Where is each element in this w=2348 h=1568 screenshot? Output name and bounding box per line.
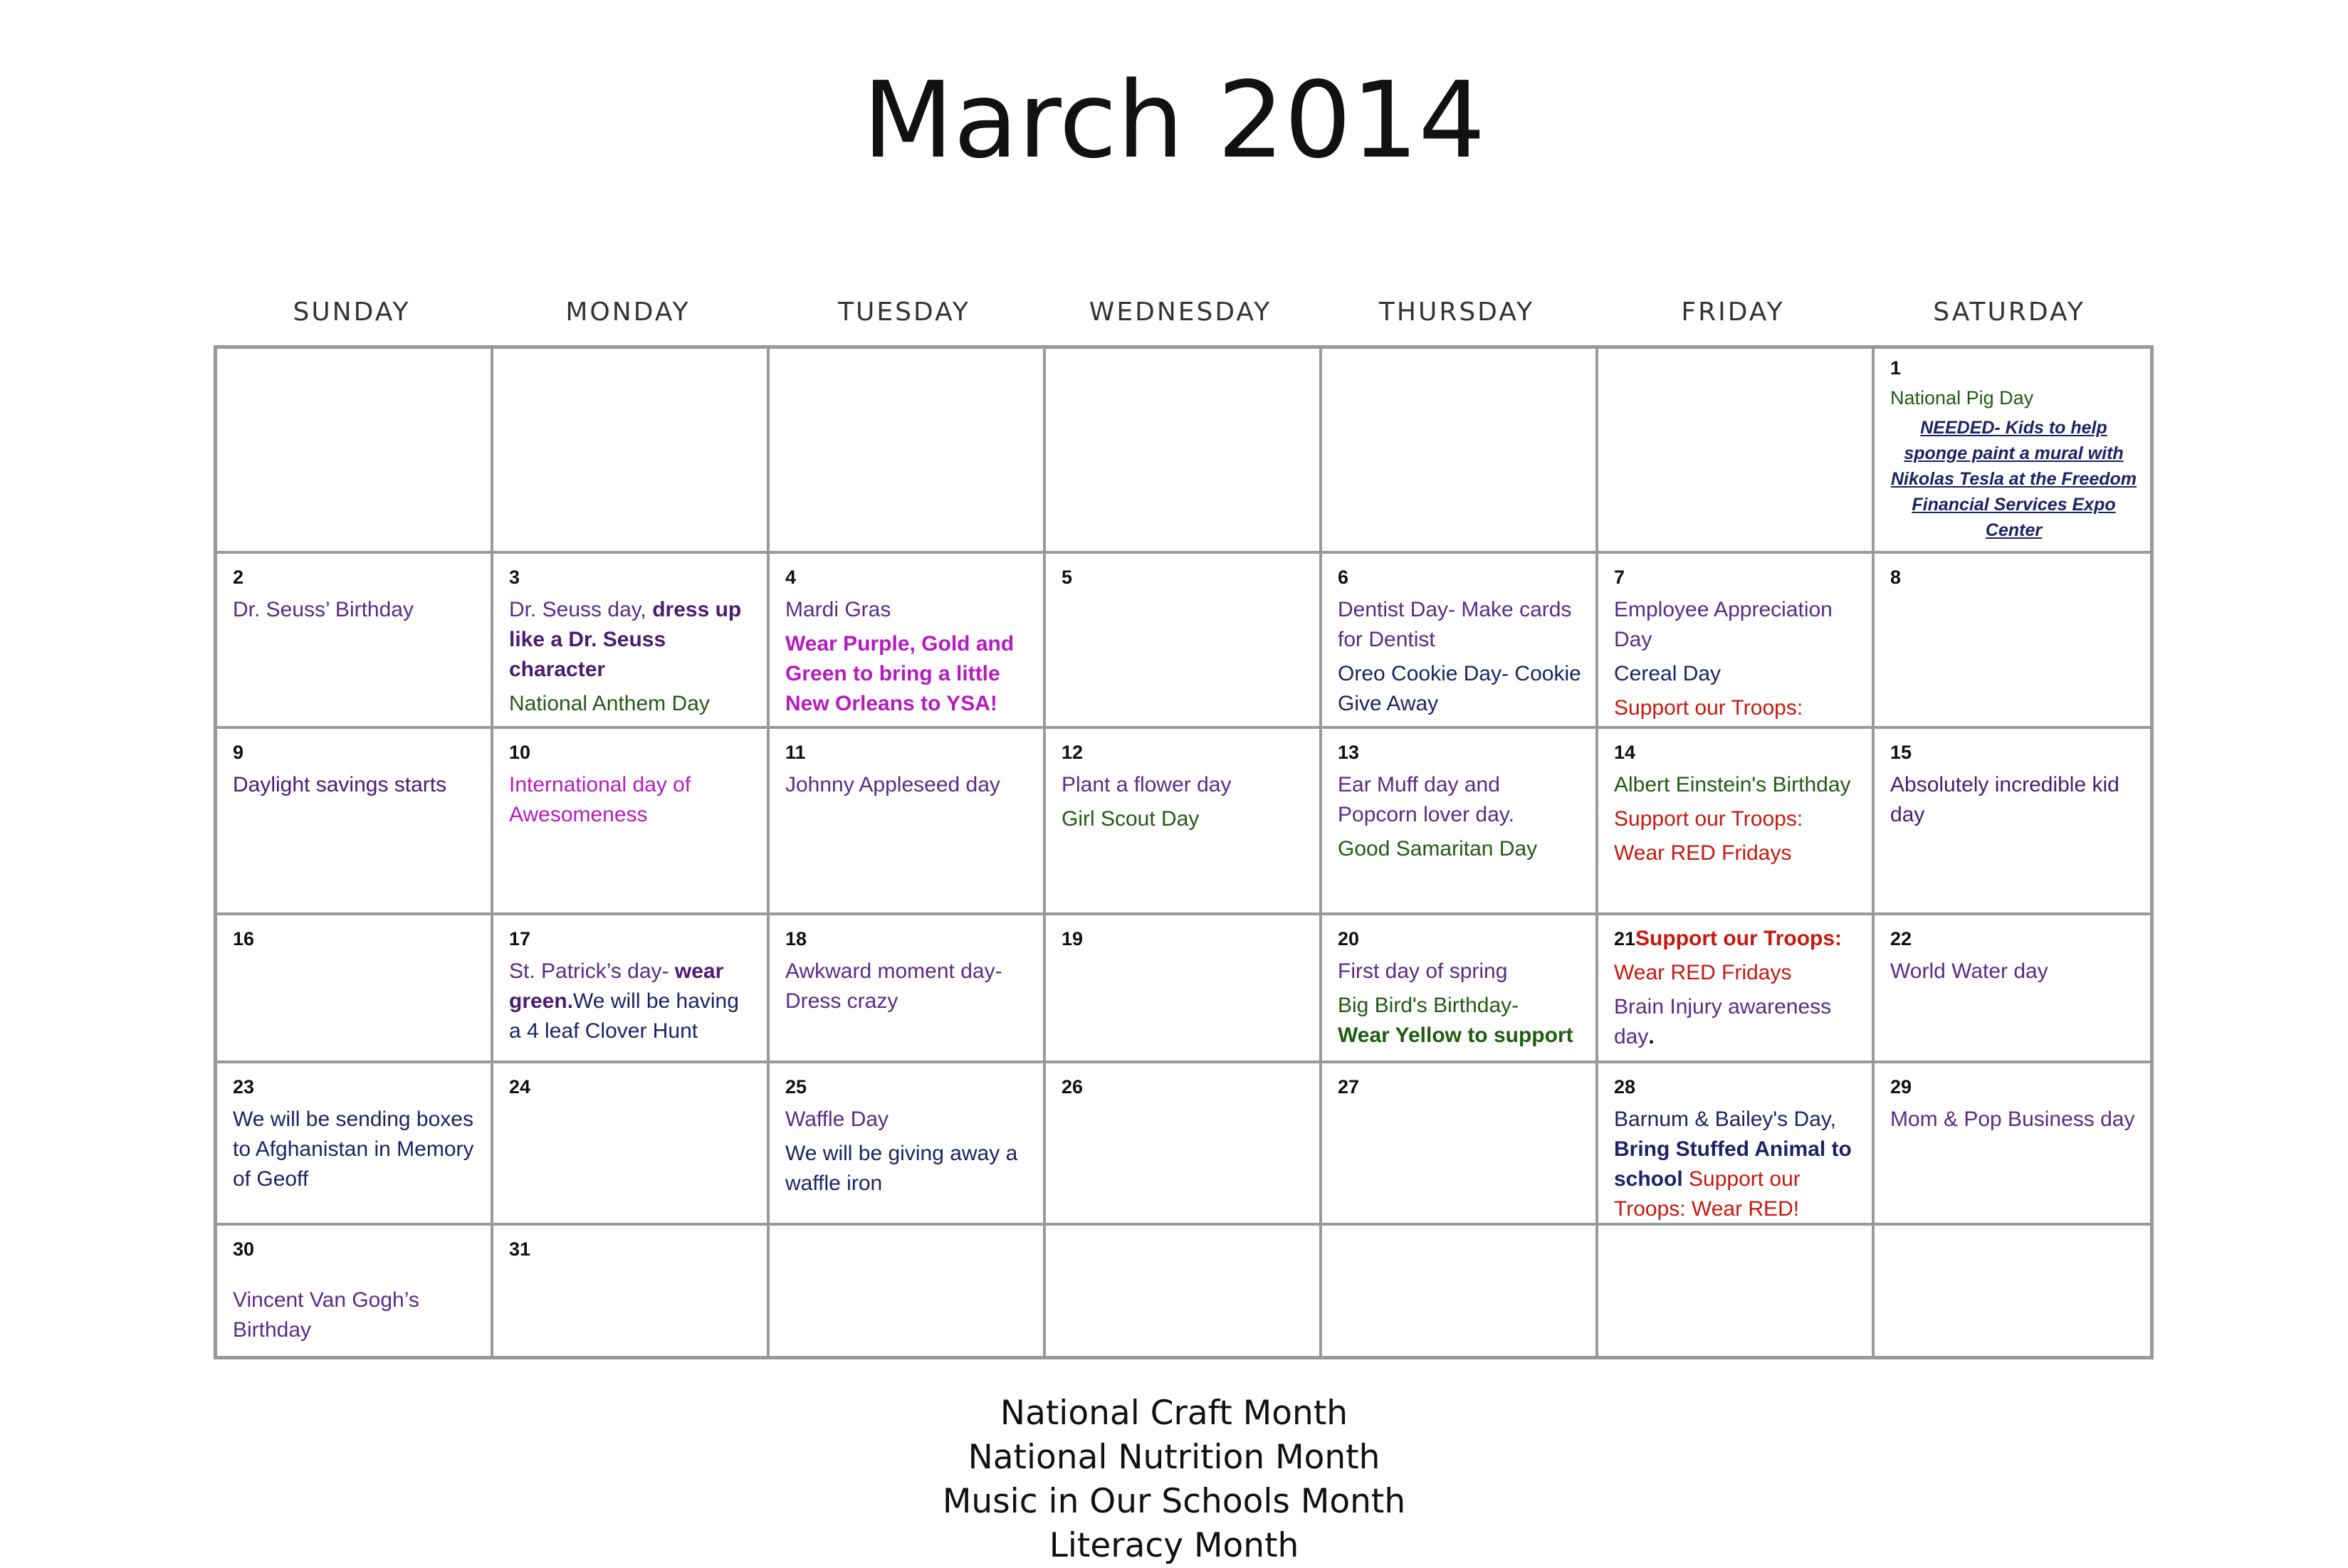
calendar-cell-empty xyxy=(1322,1226,1598,1356)
day-header-saturday: SATURDAY xyxy=(1933,298,2085,327)
day-number: 5 xyxy=(1062,567,1073,588)
event-text: Barnum & Bailey's Day, xyxy=(1614,1107,1836,1131)
monthly-observances xyxy=(0,1391,2348,1568)
event-oreo-cookie-day: Oreo Cookie Day- Cookie Give Away xyxy=(1338,662,1581,715)
day-number: 13 xyxy=(1338,742,1360,763)
event-plant-flower-day: Plant a flower day xyxy=(1062,773,1232,796)
day-number: 6 xyxy=(1338,567,1349,588)
calendar-cell-day-14 xyxy=(1598,729,1875,915)
day-number: 4 xyxy=(785,567,797,588)
event-boxes-to-afghanistan: We will be sending boxes to Afghanistan in Memory of Geoff xyxy=(233,1107,474,1191)
day-number: 28 xyxy=(1614,1076,1636,1098)
event-national-pig-day: National Pig Day xyxy=(1890,387,2034,409)
calendar-cell-empty xyxy=(1322,349,1598,554)
calendar-cell-day-5 xyxy=(1046,554,1322,729)
event-text-dot: . xyxy=(1648,1025,1655,1048)
event-mom-pop-business-day: Mom & Pop Business day xyxy=(1890,1107,2135,1131)
event-waffle-iron-giveaway: We will be giving away a waffle iron xyxy=(785,1142,1018,1195)
event-world-water-day: World Water day xyxy=(1890,959,2048,983)
calendar-cell-day-4 xyxy=(770,554,1046,729)
event-employee-appreciation-day: Employee Appreciation Day xyxy=(1614,598,1833,651)
day-header-thursday: THURSDAY xyxy=(1378,298,1535,327)
calendar-cell-day-24 xyxy=(493,1063,770,1226)
calendar-cell-day-26 xyxy=(1046,1063,1322,1226)
day-number: 18 xyxy=(785,928,807,949)
page-title: March 2014 xyxy=(862,59,1486,181)
day-number: 2 xyxy=(233,567,244,588)
day-number: 11 xyxy=(785,742,806,763)
day-number: 1 xyxy=(1890,357,1902,379)
calendar-cell-day-25 xyxy=(770,1063,1046,1226)
day-number: 17 xyxy=(509,928,531,949)
calendar-cell-day-6 xyxy=(1322,554,1598,729)
calendar-cell-day-10 xyxy=(493,729,770,915)
calendar-cell-day-19 xyxy=(1046,915,1322,1063)
event-national-anthem-day: National Anthem Day xyxy=(509,692,710,715)
event-wear-red-fridays: Wear RED Fridays xyxy=(1614,841,1792,865)
day-number: 27 xyxy=(1338,1076,1360,1098)
observance-item: National Nutrition Month xyxy=(968,1438,1380,1477)
event-text: St. Patrick’s day- xyxy=(509,959,675,983)
day-number: 30 xyxy=(233,1238,255,1260)
calendar-cell-day-27 xyxy=(1322,1063,1598,1226)
calendar-cell-day-23 xyxy=(217,1063,493,1226)
calendar-cell-empty xyxy=(1598,1226,1875,1356)
event-cereal-day: Cereal Day xyxy=(1614,662,1721,685)
calendar-cell-empty xyxy=(1598,349,1875,554)
calendar-cell-day-28 xyxy=(1598,1063,1875,1226)
calendar-grid xyxy=(214,345,2154,1359)
calendar-cell-day-9 xyxy=(217,729,493,915)
day-header-sunday: SUNDAY xyxy=(293,298,411,327)
day-number: 23 xyxy=(233,1076,255,1098)
event-big-bird-birthday: Big Bird's Birthday- xyxy=(1338,994,1519,1017)
day-number: 21 xyxy=(1614,928,1636,949)
event-support-troops: Support our Troops: xyxy=(1614,696,1803,720)
event-international-day-awesomeness: International day of Awesomeness xyxy=(509,773,691,826)
event-text: Dr. Seuss day, xyxy=(509,598,653,621)
day-number: 29 xyxy=(1890,1076,1912,1098)
calendar-cell-day-30 xyxy=(217,1226,493,1356)
day-number: 14 xyxy=(1614,742,1636,763)
calendar-cell-day-16 xyxy=(217,915,493,1063)
calendar-cell-day-17 xyxy=(493,915,770,1063)
event-good-samaritan-day: Good Samaritan Day xyxy=(1338,837,1538,861)
event-albert-einstein-birthday: Albert Einstein's Birthday xyxy=(1614,773,1851,796)
event-text-bold: wear green. xyxy=(509,959,724,1013)
day-number: 19 xyxy=(1062,928,1084,949)
event-ear-muff-popcorn-day: Ear Muff day and Popcorn lover day. xyxy=(1338,773,1514,826)
event-daylight-savings: Daylight savings starts xyxy=(233,773,447,796)
calendar-cell-day-29 xyxy=(1875,1063,2150,1226)
day-header-tuesday: TUESDAY xyxy=(838,298,970,327)
calendar-cell-empty xyxy=(770,1226,1046,1356)
day-number: 10 xyxy=(509,742,531,763)
calendar-cell-day-11 xyxy=(770,729,1046,915)
event-van-gogh-birthday: Vincent Van Gogh’s Birthday xyxy=(233,1288,419,1342)
event-first-day-of-spring: First day of spring xyxy=(1338,959,1508,983)
day-number: 20 xyxy=(1338,928,1360,949)
event-dr-seuss-birthday: Dr. Seuss’ Birthday xyxy=(233,598,414,621)
event-dentist-day: Dentist Day- Make cards for Dentist xyxy=(1338,598,1572,651)
calendar-cell-empty xyxy=(1875,1226,2150,1356)
day-number: 7 xyxy=(1614,567,1625,588)
calendar-cell-day-22 xyxy=(1875,915,2150,1063)
event-text-bold: Bring Stuffed Animal to school xyxy=(1614,1137,1852,1191)
calendar-cell-day-8 xyxy=(1875,554,2150,729)
day-header-friday: FRIDAY xyxy=(1681,298,1785,327)
day-number: 22 xyxy=(1890,928,1912,949)
day-number: 3 xyxy=(509,567,520,588)
event-awkward-moment-day: Awkward moment day- Dress crazy xyxy=(785,959,1002,1013)
day-header-wednesday: WEDNESDAY xyxy=(1089,298,1272,327)
event-support-troops: Support our Troops: Wear RED! xyxy=(1614,1167,1801,1221)
day-number: 15 xyxy=(1890,742,1912,763)
observance-item: Music in Our Schools Month xyxy=(942,1482,1406,1521)
calendar-cell-empty xyxy=(770,349,1046,554)
day-number: 12 xyxy=(1062,742,1084,763)
calendar-cell-day-12 xyxy=(1046,729,1322,915)
calendar-cell-day-7 xyxy=(1598,554,1875,729)
event-wear-yellow: Wear Yellow to support xyxy=(1338,1024,1573,1047)
event-johnny-appleseed-day: Johnny Appleseed day xyxy=(785,773,1000,796)
day-header-monday: MONDAY xyxy=(565,298,691,327)
calendar-cell-day-18 xyxy=(770,915,1046,1063)
calendar-cell-empty xyxy=(217,349,493,554)
event-wear-purple-gold-green: Wear Purple, Gold and Green to bring a little New Orleans to YSA! xyxy=(785,632,1015,715)
event-mural-note: NEEDED- Kids to help sponge paint a mural with Nikolas Tesla at the Freedom Financial Services Expo Center xyxy=(1890,418,2137,540)
calendar-cell-empty xyxy=(1046,349,1322,554)
day-number-row xyxy=(1614,928,1859,949)
event-wear-red-fridays: Wear RED Fridays xyxy=(1614,961,1792,984)
day-number: 25 xyxy=(785,1076,807,1098)
day-number: 24 xyxy=(509,1076,531,1098)
calendar-cell-day-13 xyxy=(1322,729,1598,915)
event-absolutely-incredible-kid-day: Absolutely incredible kid day xyxy=(1890,773,2119,826)
calendar-cell-day-3 xyxy=(493,554,770,729)
observance-item: Literacy Month xyxy=(1049,1526,1299,1565)
observance-item: National Craft Month xyxy=(1000,1394,1348,1433)
calendar-cell-empty xyxy=(493,349,770,554)
day-number: 9 xyxy=(233,742,244,763)
day-number: 31 xyxy=(509,1238,531,1260)
calendar-cell-day-2 xyxy=(217,554,493,729)
event-barnum-bailey-day xyxy=(1614,1105,1859,1224)
calendar-cell-day-21 xyxy=(1598,915,1875,1063)
day-number: 8 xyxy=(1890,567,1902,588)
event-waffle-day: Waffle Day xyxy=(785,1107,889,1131)
calendar-cell-day-31 xyxy=(493,1226,770,1356)
calendar-cell-empty xyxy=(1046,1226,1322,1356)
day-number: 26 xyxy=(1062,1076,1084,1098)
event-text: We will be having a 4 leaf Clover Hunt xyxy=(509,989,739,1043)
calendar-cell-day-1 xyxy=(1875,349,2150,554)
calendar-cell-day-20 xyxy=(1322,915,1598,1063)
event-support-troops: Support our Troops: xyxy=(1614,807,1803,831)
event-st-patricks-day xyxy=(509,957,754,1046)
event-support-troops: Support our Troops: xyxy=(1635,927,1843,950)
event-text-bold: dress up like a Dr. Seuss character xyxy=(509,598,742,681)
event-brain-injury-awareness xyxy=(1614,992,1859,1052)
calendar-cell-day-15 xyxy=(1875,729,2150,915)
event-mardi-gras: Mardi Gras xyxy=(785,598,891,621)
event-text: Brain Injury awareness day xyxy=(1614,995,1832,1048)
day-number: 16 xyxy=(233,928,255,949)
event-girl-scout-day: Girl Scout Day xyxy=(1062,807,1200,831)
event-dr-seuss-day xyxy=(509,595,754,685)
